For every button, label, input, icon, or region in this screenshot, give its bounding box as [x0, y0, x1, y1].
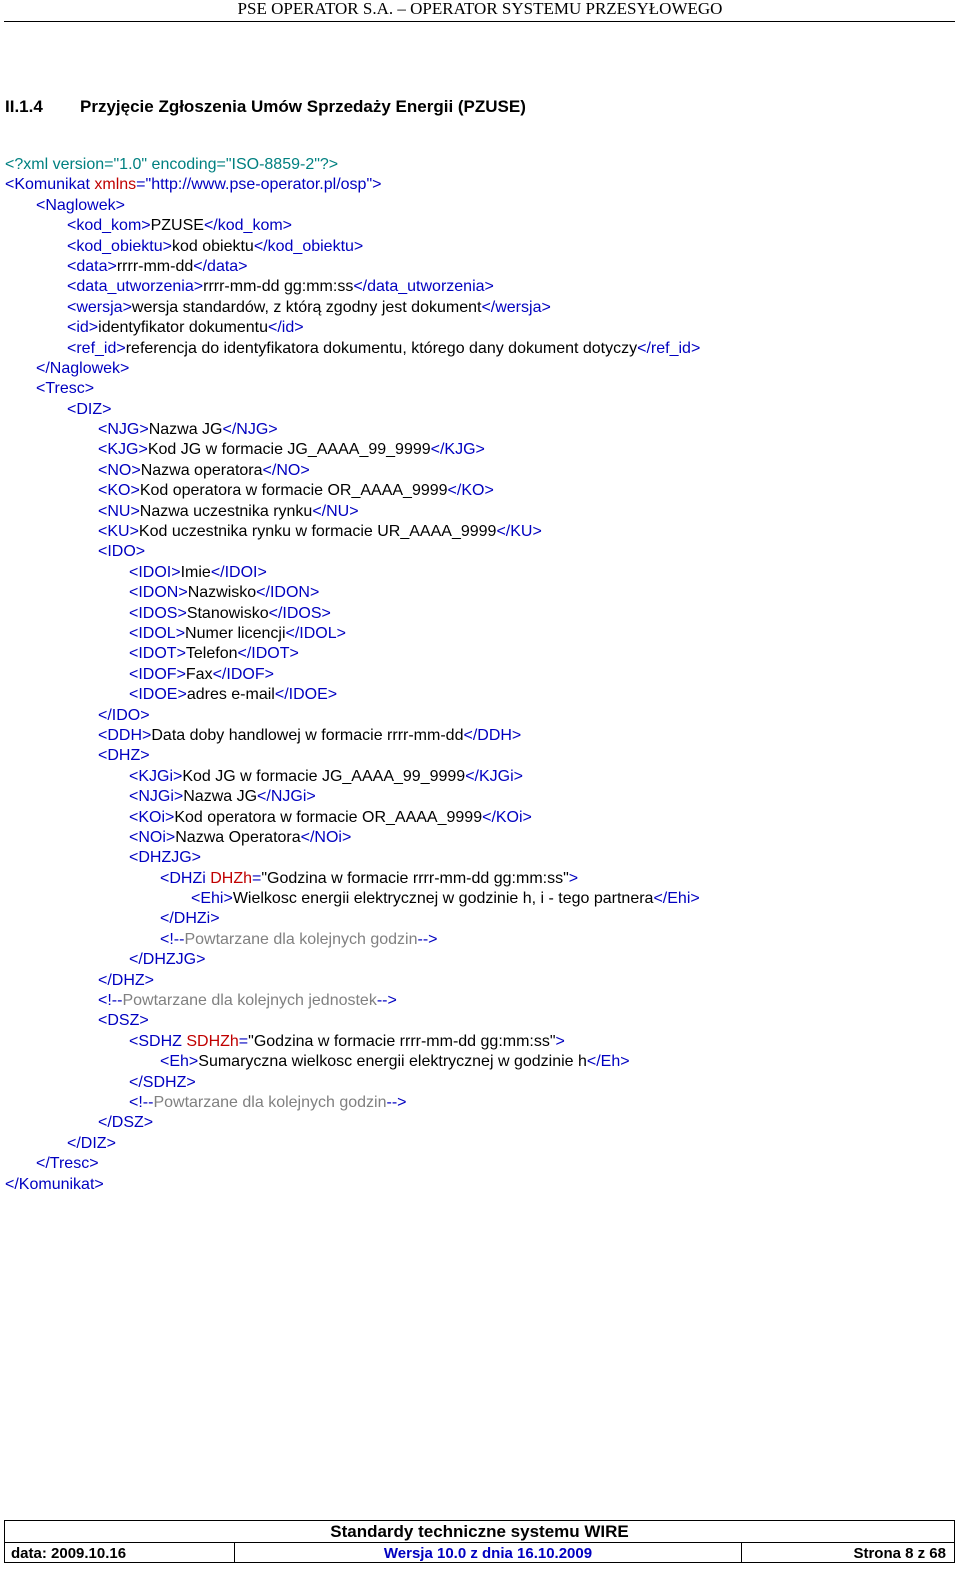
- code-token: Nazwa operatora: [140, 461, 263, 479]
- code-line: [5, 808, 955, 828]
- code-token: ">: [366, 176, 382, 194]
- code-token: </IDOE>: [274, 686, 338, 704]
- code-token: </SDHZ>: [129, 1073, 196, 1091]
- code-token: Stanowisko: [186, 604, 269, 622]
- code-token: kod obiektu: [171, 237, 254, 255]
- code-token: </KU>: [496, 523, 542, 541]
- code-line: [5, 1052, 955, 1072]
- code-line: [5, 257, 955, 277]
- code-token: rrrr-mm-dd: [116, 257, 194, 275]
- code-token: Nazwa JG: [183, 788, 258, 806]
- code-line: [5, 685, 955, 705]
- code-token: <IDOT>: [129, 645, 186, 663]
- code-token: <Eh>: [160, 1053, 199, 1071]
- code-token: <kod_kom>: [67, 217, 151, 235]
- code-token: Powtarzane dla kolejnych godzin: [184, 930, 418, 948]
- section-title: Przyjęcie Zgłoszenia Umów Sprzedaży Energii (PZUSE): [80, 97, 526, 116]
- code-line: [5, 583, 955, 603]
- code-token: </NJGi>: [257, 788, 316, 806]
- code-token: Powtarzane dla kolejnych godzin: [153, 1093, 387, 1111]
- code-token: identyfikator dokumentu: [98, 319, 269, 337]
- code-line: [5, 624, 955, 644]
- code-token: -->: [386, 1093, 407, 1111]
- code-token: <IDOL>: [129, 624, 186, 642]
- section-number: II.1.4: [5, 97, 43, 116]
- code-line: [5, 991, 955, 1011]
- code-token: </DSZ>: [98, 1114, 154, 1132]
- code-token: <Komunikat: [5, 176, 95, 194]
- code-token: </kod_obiektu>: [253, 237, 364, 255]
- code-token: "Godzina w formacie rrrr-mm-dd gg:mm:ss": [248, 1032, 556, 1050]
- code-token: </IDO>: [98, 706, 150, 724]
- code-token: <DHZJG>: [129, 849, 202, 867]
- code-token: <IDO>: [98, 543, 146, 561]
- code-token: Nazwa uczestnika rynku: [139, 502, 313, 520]
- code-line: [5, 155, 955, 175]
- code-line: [5, 175, 955, 195]
- code-token: <data>: [67, 257, 117, 275]
- code-line: [5, 848, 955, 868]
- code-line: [5, 1032, 955, 1052]
- code-token: </Komunikat>: [5, 1175, 104, 1193]
- code-token: </NOi>: [300, 828, 352, 846]
- code-token: </IDOF>: [212, 665, 274, 683]
- code-token: <kod_obiektu>: [67, 237, 172, 255]
- footer-page-number: Strona 8 z 68: [853, 1545, 946, 1562]
- code-token: </DDH>: [463, 726, 522, 744]
- code-token: <DHZ>: [98, 747, 150, 765]
- code-token: <KO>: [98, 482, 140, 500]
- code-token: Sumaryczna wielkosc energii elektrycznej w godzinie h: [198, 1053, 587, 1071]
- code-token: </NO>: [262, 461, 310, 479]
- code-token: </DHZJG>: [129, 951, 206, 969]
- code-line: [5, 1011, 955, 1031]
- code-line: [5, 359, 955, 379]
- code-token: <NU>: [98, 502, 140, 520]
- header-divider: [4, 21, 955, 22]
- code-token: <Tresc>: [36, 380, 95, 398]
- code-line: [5, 1073, 955, 1093]
- code-token: <IDOF>: [129, 665, 186, 683]
- code-token: </IDOL>: [285, 624, 346, 642]
- code-line: [5, 461, 955, 481]
- code-token: Imie: [180, 563, 211, 581]
- code-token: Kod operatora w formacie OR_AAAA_9999: [139, 482, 448, 500]
- code-token: <DSZ>: [98, 1012, 149, 1030]
- code-token: Nazwisko: [187, 584, 257, 602]
- code-token: </DIZ>: [67, 1134, 116, 1152]
- code-token: </Naglowek>: [36, 359, 130, 377]
- code-token: </id>: [268, 319, 304, 337]
- code-token: "Godzina w formacie rrrr-mm-dd gg:mm:ss": [261, 869, 569, 887]
- code-token: Wielkosc energii elektrycznej w godzinie h, i - tego partnera: [232, 890, 654, 908]
- code-token: http://www.pse-operator.pl/osp: [151, 176, 367, 194]
- code-token: Kod JG w formacie JG_AAAA_99_9999: [182, 767, 466, 785]
- code-token: <IDOI>: [129, 563, 181, 581]
- code-line: [5, 604, 955, 624]
- code-line: [5, 563, 955, 583]
- code-token: <data_utworzenia>: [67, 278, 204, 296]
- code-token: <wersja>: [67, 298, 132, 316]
- code-token: SDHZh: [186, 1032, 239, 1050]
- code-line: [5, 1093, 955, 1113]
- code-token: <id>: [67, 319, 99, 337]
- page-header-title: PSE OPERATOR S.A. – OPERATOR SYSTEMU PRZESYŁOWEGO: [237, 0, 723, 18]
- code-token: <DHZi: [160, 869, 211, 887]
- code-line: [5, 644, 955, 664]
- code-token: </ref_id>: [637, 339, 701, 357]
- code-line: [5, 828, 955, 848]
- code-token: </KO>: [447, 482, 494, 500]
- code-token: </IDON>: [256, 584, 320, 602]
- code-token: Fax: [185, 665, 213, 683]
- code-line: [5, 440, 955, 460]
- code-line: [5, 767, 955, 787]
- code-token: <KJGi>: [129, 767, 183, 785]
- footer-title: Standardy techniczne systemu WIRE: [5, 1521, 954, 1543]
- code-token: <DDH>: [98, 726, 152, 744]
- code-token: referencja do identyfikatora dokumentu, którego dany dokument dotyczy: [125, 339, 638, 357]
- code-token: rrrr-mm-dd gg:mm:ss: [203, 278, 354, 296]
- code-token: -->: [417, 930, 438, 948]
- code-line: [5, 318, 955, 338]
- code-line: [5, 971, 955, 991]
- code-line: [5, 420, 955, 440]
- code-line: [5, 196, 955, 216]
- code-line: [5, 950, 955, 970]
- code-token: xmlns: [94, 176, 137, 194]
- code-token: <IDON>: [129, 584, 188, 602]
- code-token: </Tresc>: [36, 1155, 99, 1173]
- footer-version: Wersja 10.0 z dnia 16.10.2009: [235, 1543, 742, 1563]
- code-line: [5, 481, 955, 501]
- section-heading: [5, 97, 526, 121]
- code-token: <NO>: [98, 461, 141, 479]
- xml-code-block: [5, 155, 955, 1195]
- code-token: <NOi>: [129, 828, 176, 846]
- code-line: [5, 889, 955, 909]
- code-token: </kod_kom>: [203, 217, 293, 235]
- code-line: [5, 522, 955, 542]
- code-token: =: [252, 869, 262, 887]
- code-token: =: [238, 1032, 249, 1050]
- code-token: Nazwa Operatora: [175, 828, 301, 846]
- code-token: wersja standardów, z którą zgodny jest dokument: [131, 298, 482, 316]
- code-line: [5, 869, 955, 889]
- code-line: [5, 298, 955, 318]
- code-token: </NU>: [312, 502, 359, 520]
- code-line: [5, 502, 955, 522]
- code-line: [5, 930, 955, 950]
- code-line: [5, 277, 955, 297]
- code-line: [5, 400, 955, 420]
- code-token: >: [555, 1032, 565, 1050]
- code-token: <?xml version="1.0" encoding="ISO-8859-2"?>: [5, 156, 339, 173]
- code-token: </KJGi>: [465, 767, 523, 785]
- code-token: Kod uczestnika rynku w formacie UR_AAAA_9999: [138, 523, 497, 541]
- code-token: Powtarzane dla kolejnych jednostek: [122, 992, 377, 1010]
- code-token: Kod JG w formacie JG_AAAA_99_9999: [147, 441, 431, 459]
- footer-date: data: 2009.10.16: [5, 1543, 235, 1563]
- code-line: [5, 665, 955, 685]
- code-token: </data_utworzenia>: [353, 278, 494, 296]
- code-token: <DIZ>: [67, 400, 112, 418]
- code-token: <IDOS>: [129, 604, 187, 622]
- code-token: <KOi>: [129, 808, 175, 826]
- code-token: </data>: [193, 257, 248, 275]
- code-token: Kod operatora w formacie OR_AAAA_9999: [174, 808, 483, 826]
- code-token: <!--: [98, 992, 123, 1010]
- code-token: <!--: [129, 1093, 154, 1111]
- code-token: <IDOE>: [129, 686, 187, 704]
- code-token: </KOi>: [482, 808, 532, 826]
- code-token: Data doby handlowej w formacie rrrr-mm-dd: [151, 726, 464, 744]
- code-token: </KJG>: [430, 441, 485, 459]
- code-line: [5, 909, 955, 929]
- code-token: >: [568, 869, 579, 887]
- code-token: </IDOS>: [268, 604, 331, 622]
- code-line: [5, 216, 955, 236]
- page-header: [0, 0, 960, 22]
- code-token: =": [136, 176, 152, 194]
- code-line: [5, 542, 955, 562]
- code-line: [5, 746, 955, 766]
- code-token: <NJG>: [98, 421, 149, 439]
- code-token: <Ehi>: [191, 890, 233, 908]
- code-token: <SDHZ: [129, 1032, 187, 1050]
- code-token: <Naglowek>: [36, 196, 125, 214]
- code-line: [5, 1154, 955, 1174]
- code-line: [5, 379, 955, 399]
- code-token: <ref_id>: [67, 339, 126, 357]
- code-token: -->: [376, 992, 397, 1010]
- code-line: [5, 706, 955, 726]
- code-token: </IDOI>: [210, 563, 267, 581]
- code-token: Numer licencji: [185, 624, 286, 642]
- code-line: [5, 1134, 955, 1154]
- code-token: Telefon: [185, 645, 238, 663]
- footer-row: [5, 1543, 954, 1563]
- code-token: <KU>: [98, 523, 139, 541]
- code-token: </wersja>: [481, 298, 551, 316]
- code-token: <NJGi>: [129, 788, 184, 806]
- code-token: <!--: [160, 930, 185, 948]
- code-token: <KJG>: [98, 441, 148, 459]
- page-footer: [4, 1520, 955, 1563]
- code-token: </DHZ>: [98, 971, 155, 989]
- code-token: Nazwa JG: [148, 421, 223, 439]
- code-token: </Eh>: [586, 1053, 630, 1071]
- code-token: DHZh: [210, 869, 253, 887]
- code-token: adres e-mail: [186, 686, 275, 704]
- code-token: </IDOT>: [237, 645, 299, 663]
- code-token: PZUSE: [150, 217, 204, 235]
- code-token: </Ehi>: [653, 890, 700, 908]
- code-line: [5, 237, 955, 257]
- code-line: [5, 1175, 955, 1195]
- code-line: [5, 726, 955, 746]
- code-line: [5, 339, 955, 359]
- code-token: </NJG>: [222, 421, 278, 439]
- code-line: [5, 1113, 955, 1133]
- code-line: [5, 787, 955, 807]
- code-token: </DHZi>: [160, 910, 220, 928]
